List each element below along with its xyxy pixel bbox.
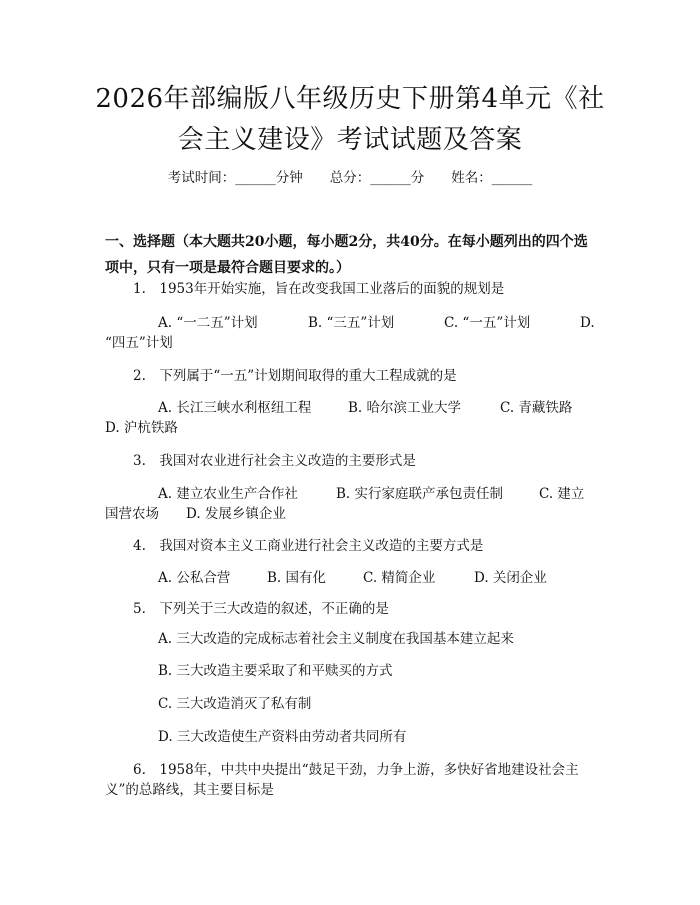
question-5-option-b: B. 三大改造主要采取了和平赎买的方式 bbox=[158, 663, 393, 679]
page-title-line1: 2026年部编版八年级历史下册第4单元《社 bbox=[95, 84, 605, 114]
question-2-wrap: D. 沪杭铁路 bbox=[105, 420, 178, 436]
question-4-stem: 4. 我国对资本主义工商业进行社会主义改造的主要方式是 bbox=[133, 538, 484, 554]
question-3-option-c: C. 建立 bbox=[539, 486, 585, 502]
section-heading-line1: 一、选择题（本大题共20小题，每小题2分，共40分。在每小题列出的四个选 bbox=[105, 234, 588, 250]
question-2-option-b: B. 哈尔滨工业大学 bbox=[348, 400, 462, 416]
question-1-option-a: A. “一二五”计划 bbox=[158, 315, 258, 331]
question-3-wrap: 国营农场 D. 发展乡镇企业 bbox=[105, 506, 286, 522]
question-3-option-b: B. 实行家庭联产承包责任制 bbox=[336, 486, 504, 502]
question-5-option-d: D. 三大改造使生产资料由劳动者共同所有 bbox=[158, 729, 407, 745]
question-2-option-c: C. 青藏铁路 bbox=[500, 400, 573, 416]
question-2-stem: 2. 下列属于“一五”计划期间取得的重大工程成就的是 bbox=[133, 368, 457, 384]
question-4-option-d: D. 关闭企业 bbox=[474, 570, 547, 586]
question-3-option-a: A. 建立农业生产合作社 bbox=[158, 486, 298, 502]
question-5-stem: 5. 下列关于三大改造的叙述，不正确的是 bbox=[133, 601, 389, 617]
question-5-option-c: C. 三大改造消灭了私有制 bbox=[158, 696, 312, 712]
question-1-option-c: C. “一五”计划 bbox=[444, 315, 531, 331]
exam-meta: 考试时间：______分钟 总分：______分 姓名：______ bbox=[167, 170, 533, 186]
question-5-option-a: A. 三大改造的完成标志着社会主义制度在我国基本建立起来 bbox=[158, 631, 514, 647]
question-1-option-b: B. “三五”计划 bbox=[308, 315, 395, 331]
question-2-option-a: A. 长江三峡水利枢纽工程 bbox=[158, 400, 312, 416]
section-heading-line2: 项中，只有一项是最符合题目要求的。） bbox=[105, 260, 350, 276]
question-1-stem: 1. 1953年开始实施，旨在改变我国工业落后的面貌的规划是 bbox=[133, 281, 505, 297]
page-title-line2: 会主义建设》考试试题及答案 bbox=[177, 125, 523, 155]
question-6-wrap: 义”的总路线，其主要目标是 bbox=[105, 782, 274, 798]
question-1-wrap: “四五”计划 bbox=[105, 335, 173, 351]
question-3-stem: 3. 我国对农业进行社会主义改造的主要形式是 bbox=[133, 453, 416, 469]
question-4-option-a: A. 公私合营 bbox=[158, 570, 231, 586]
question-4-option-c: C. 精简企业 bbox=[363, 570, 436, 586]
question-4-option-b: B. 国有化 bbox=[267, 570, 327, 586]
question-6-stem: 6. 1958年，中共中央提出“鼓足干劲，力争上游，多快好省地建设社会主 bbox=[133, 762, 579, 778]
question-1-option-d: D. bbox=[580, 315, 595, 331]
